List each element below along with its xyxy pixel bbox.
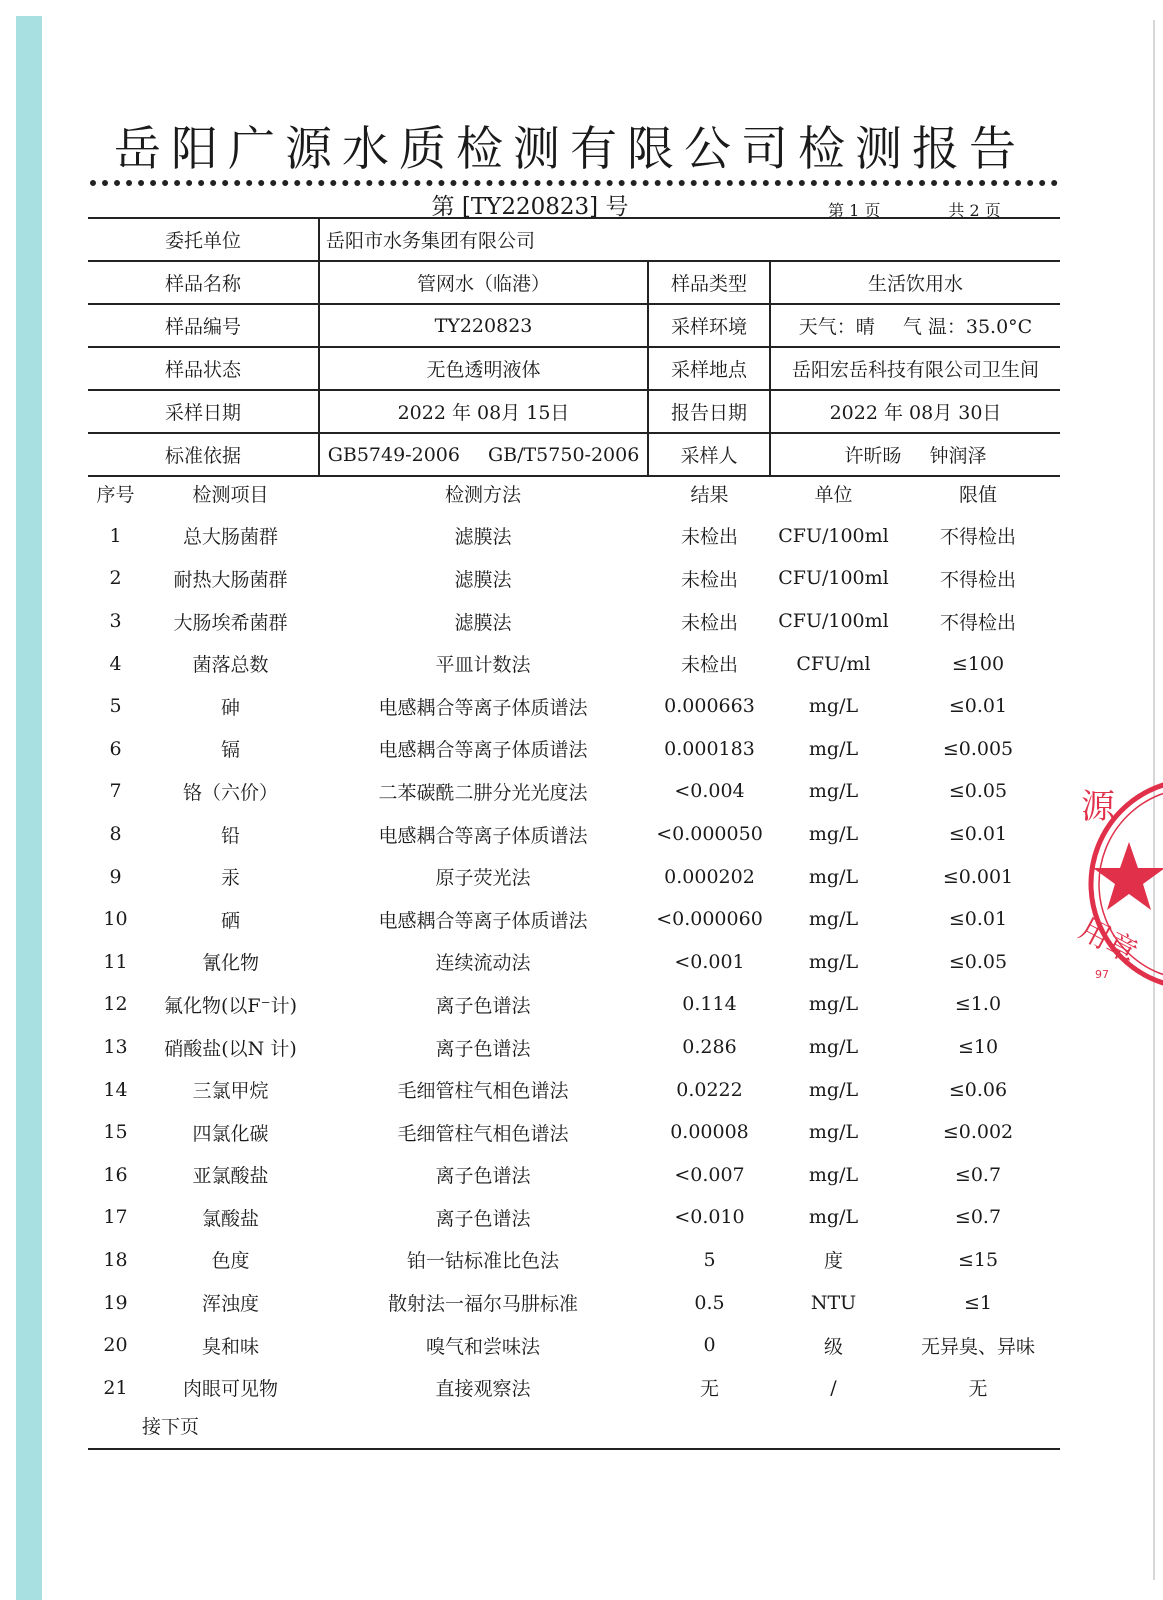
row-unit: mg/L xyxy=(808,1206,859,1229)
standard-value-1: GB5749-2006 xyxy=(327,443,460,466)
row-method: 直接观察法 xyxy=(435,1378,531,1401)
row-index: 5 xyxy=(109,695,122,718)
page-current: 第 1 页 xyxy=(828,201,881,220)
row-index: 18 xyxy=(103,1248,128,1271)
row-result: 未检出 xyxy=(680,611,738,634)
row-limit: ≤10 xyxy=(957,1036,999,1059)
env-value xyxy=(770,304,1060,347)
row-limit: 不得检出 xyxy=(939,611,1016,634)
row-limit: ≤0.002 xyxy=(942,1121,1014,1144)
row-unit: CFU/ml xyxy=(796,652,871,675)
table-row xyxy=(88,642,1060,685)
row-limit: 不得检出 xyxy=(939,526,1016,549)
page-left-margin xyxy=(0,0,16,1600)
row-index: 6 xyxy=(109,737,122,760)
scan-edge-stripe xyxy=(16,16,42,1600)
row-index: 1 xyxy=(109,524,122,547)
row-unit: mg/L xyxy=(808,823,859,846)
table-row xyxy=(88,728,1060,771)
info-row-sample-state xyxy=(88,347,1060,390)
col-header: 限值 xyxy=(958,483,997,506)
row-result: 0.00008 xyxy=(670,1121,749,1144)
row-method: 滤膜法 xyxy=(454,568,512,591)
continued-note: 接下页 xyxy=(142,1416,200,1438)
info-row-sample-name xyxy=(88,261,1060,304)
sample-state-label: 样品状态 xyxy=(88,347,319,390)
seal-text: 源 xyxy=(1081,787,1115,827)
row-item: 臭和味 xyxy=(201,1335,259,1358)
sampler-value xyxy=(770,433,1060,476)
row-item: 铅 xyxy=(220,824,240,847)
table-row xyxy=(88,1281,1060,1324)
row-limit: ≤0.05 xyxy=(948,780,1008,803)
row-index: 12 xyxy=(103,993,128,1016)
row-index: 2 xyxy=(109,567,122,590)
table-row xyxy=(88,898,1060,941)
row-index: 3 xyxy=(109,610,122,633)
row-limit: ≤0.001 xyxy=(942,865,1014,888)
row-method: 原子荧光法 xyxy=(435,867,531,890)
env-temp: 气 温：35.0°C xyxy=(902,316,1033,338)
row-method: 离子色谱法 xyxy=(435,1165,531,1188)
info-row-client xyxy=(88,218,1060,261)
row-limit: 无异臭、异味 xyxy=(920,1335,1035,1358)
results-header-row xyxy=(88,472,1060,515)
row-limit: 不得检出 xyxy=(939,568,1016,591)
row-item: 氯酸盐 xyxy=(201,1207,259,1230)
row-unit: / xyxy=(830,1376,837,1399)
row-limit: ≤0.7 xyxy=(954,1206,1002,1229)
row-item: 大肠埃希菌群 xyxy=(173,611,288,634)
row-method: 连续流动法 xyxy=(435,952,531,975)
row-result: 未检出 xyxy=(680,526,738,549)
col-header: 检测项目 xyxy=(192,483,269,506)
row-method: 毛细管柱气相色谱法 xyxy=(397,1080,569,1103)
row-unit: mg/L xyxy=(808,908,859,931)
sample-no-value: TY220823 xyxy=(319,304,648,347)
env-label: 采样环境 xyxy=(648,304,770,347)
row-result: <0.010 xyxy=(674,1206,745,1229)
row-result: 0.000202 xyxy=(664,865,755,888)
row-limit: ≤0.01 xyxy=(948,695,1008,718)
row-item: 浑浊度 xyxy=(201,1293,259,1316)
row-result: 无 xyxy=(699,1378,719,1401)
row-result: <0.000060 xyxy=(656,908,763,931)
table-row xyxy=(88,1154,1060,1197)
table-row xyxy=(88,855,1060,898)
row-limit: ≤15 xyxy=(957,1248,999,1271)
table-row xyxy=(88,1196,1060,1239)
row-item: 氰化物 xyxy=(201,952,259,975)
test-results-table xyxy=(88,472,1060,1409)
row-method: 离子色谱法 xyxy=(435,1207,531,1230)
row-unit: NTU xyxy=(810,1291,857,1314)
sample-state-value: 无色透明液体 xyxy=(319,347,648,390)
row-index: 19 xyxy=(103,1291,128,1314)
row-limit: ≤1 xyxy=(963,1291,992,1314)
sample-name-label: 样品名称 xyxy=(88,261,319,304)
official-seal-stamp xyxy=(1073,772,1163,996)
row-index: 8 xyxy=(109,823,122,846)
table-row xyxy=(88,770,1060,813)
row-limit: ≤0.01 xyxy=(948,908,1008,931)
row-result: 未检出 xyxy=(680,568,738,591)
table-row xyxy=(88,1026,1060,1069)
row-index: 15 xyxy=(103,1121,128,1144)
row-limit: ≤0.01 xyxy=(948,823,1008,846)
row-item: 总大肠菌群 xyxy=(182,526,278,549)
row-result: <0.000050 xyxy=(656,823,763,846)
location-value: 岳阳宏岳科技有限公司卫生间 xyxy=(770,347,1060,390)
row-item: 氟化物(以F⁻计) xyxy=(163,994,298,1017)
row-method: 电感耦合等离子体质谱法 xyxy=(378,739,588,762)
row-result: 0.114 xyxy=(682,993,737,1016)
info-row-sample-no xyxy=(88,304,1060,347)
row-method: 散射法一福尔马肼标准 xyxy=(387,1293,578,1316)
sample-no-label: 样品编号 xyxy=(88,304,319,347)
title-divider xyxy=(90,180,1058,186)
row-result: <0.001 xyxy=(674,950,745,973)
seal-text: 97 xyxy=(1095,968,1109,981)
row-unit: mg/L xyxy=(808,865,859,888)
row-item: 三氯甲烷 xyxy=(192,1080,269,1103)
row-index: 9 xyxy=(109,865,122,888)
report-date-label: 报告日期 xyxy=(648,390,770,433)
row-item: 砷 xyxy=(220,696,240,719)
row-unit: 度 xyxy=(823,1250,843,1273)
table-row xyxy=(88,1324,1060,1367)
row-result: 0.000183 xyxy=(664,737,755,760)
row-index: 7 xyxy=(109,780,122,803)
sample-type-value: 生活饮用水 xyxy=(770,261,1060,304)
row-item: 亚氯酸盐 xyxy=(192,1165,269,1188)
seal-text: 用章 xyxy=(1073,911,1143,971)
sample-name-value: 管网水（临港） xyxy=(319,261,648,304)
row-item: 汞 xyxy=(220,867,240,890)
client-label: 委托单位 xyxy=(88,218,319,261)
row-method: 离子色谱法 xyxy=(435,994,531,1017)
col-header: 结果 xyxy=(690,483,729,506)
row-result: 0.286 xyxy=(682,1036,737,1059)
row-unit: mg/L xyxy=(808,780,859,803)
standard-label: 标准依据 xyxy=(88,433,319,476)
row-item: 耐热大肠菌群 xyxy=(173,568,288,591)
info-row-standard xyxy=(88,433,1060,476)
row-result: <0.007 xyxy=(674,1163,745,1186)
results-body xyxy=(88,515,1060,1409)
bottom-divider xyxy=(88,1448,1060,1450)
sampler-label: 采样人 xyxy=(648,433,770,476)
row-unit: CFU/100ml xyxy=(778,567,889,590)
row-result: 0 xyxy=(703,1334,716,1357)
row-unit: CFU/100ml xyxy=(778,610,889,633)
row-limit: ≤0.7 xyxy=(954,1163,1002,1186)
row-method: 离子色谱法 xyxy=(435,1037,531,1060)
table-row xyxy=(88,1366,1060,1409)
report-number: 第 [TY220823] 号 xyxy=(431,194,629,220)
report-title: 岳阳广源水质检测有限公司检测报告 xyxy=(114,122,1026,177)
sampling-date-value: 2022 年 08月 15日 xyxy=(319,390,648,433)
col-header: 单位 xyxy=(814,483,853,506)
table-row xyxy=(88,813,1060,856)
row-method: 平皿计数法 xyxy=(435,654,531,677)
col-header: 检测方法 xyxy=(444,483,521,506)
row-index: 4 xyxy=(109,652,122,675)
row-index: 21 xyxy=(103,1376,128,1399)
row-limit: 无 xyxy=(968,1378,988,1401)
row-method: 滤膜法 xyxy=(454,611,512,634)
row-method: 电感耦合等离子体质谱法 xyxy=(378,696,588,719)
row-item: 镉 xyxy=(220,739,240,762)
client-value: 岳阳市水务集团有限公司 xyxy=(319,218,1060,261)
row-limit: ≤1.0 xyxy=(954,993,1002,1016)
row-unit: mg/L xyxy=(808,1163,859,1186)
row-unit: 级 xyxy=(823,1335,843,1358)
row-item: 肉眼可见物 xyxy=(182,1378,278,1401)
env-weather: 天气：晴 xyxy=(798,316,875,338)
row-index: 17 xyxy=(103,1206,128,1229)
row-unit: mg/L xyxy=(808,993,859,1016)
row-unit: mg/L xyxy=(808,1036,859,1059)
sampling-date-label: 采样日期 xyxy=(88,390,319,433)
row-result: 0.0222 xyxy=(676,1078,743,1101)
row-result: <0.004 xyxy=(674,780,745,803)
row-unit: mg/L xyxy=(808,1078,859,1101)
sample-info-table xyxy=(88,217,1060,477)
table-row xyxy=(88,685,1060,728)
row-method: 铂一钴标准比色法 xyxy=(406,1250,559,1273)
seal-star xyxy=(1093,842,1163,910)
row-method: 滤膜法 xyxy=(454,526,512,549)
row-method: 电感耦合等离子体质谱法 xyxy=(378,909,588,932)
row-limit: ≤0.05 xyxy=(948,950,1008,973)
info-row-dates xyxy=(88,390,1060,433)
table-row xyxy=(88,941,1060,984)
row-method: 电感耦合等离子体质谱法 xyxy=(378,824,588,847)
row-unit: mg/L xyxy=(808,1121,859,1144)
row-limit: ≤100 xyxy=(951,652,1005,675)
row-item: 硒 xyxy=(220,909,240,932)
row-item: 菌落总数 xyxy=(192,654,269,677)
row-result: 未检出 xyxy=(680,654,738,677)
page-total: 共 2 页 xyxy=(948,201,1001,220)
location-label: 采样地点 xyxy=(648,347,770,390)
row-index: 10 xyxy=(103,908,128,931)
table-row xyxy=(88,1111,1060,1154)
row-method: 毛细管柱气相色谱法 xyxy=(397,1122,569,1145)
sampler-1: 许昕旸 xyxy=(844,445,902,467)
row-result: 0.5 xyxy=(694,1291,725,1314)
report-date-value: 2022 年 08月 30日 xyxy=(770,390,1060,433)
table-row xyxy=(88,1239,1060,1282)
row-method: 二苯碳酰二肼分光光度法 xyxy=(378,781,588,804)
row-result: 5 xyxy=(703,1248,716,1271)
sampler-2: 钟润泽 xyxy=(929,445,987,467)
table-row xyxy=(88,1068,1060,1111)
row-unit: mg/L xyxy=(808,950,859,973)
col-header: 序号 xyxy=(96,483,135,506)
row-limit: ≤0.005 xyxy=(942,737,1014,760)
table-row xyxy=(88,515,1060,558)
standard-value xyxy=(319,433,648,476)
table-row xyxy=(88,600,1060,643)
row-limit: ≤0.06 xyxy=(948,1078,1008,1101)
sample-type-label: 样品类型 xyxy=(648,261,770,304)
row-index: 14 xyxy=(103,1078,128,1101)
row-index: 20 xyxy=(103,1334,128,1357)
row-item: 铬（六价） xyxy=(182,781,278,804)
row-result: 0.000663 xyxy=(664,695,755,718)
row-unit: mg/L xyxy=(808,737,859,760)
standard-value-2: GB/T5750-2006 xyxy=(487,443,640,466)
table-row xyxy=(88,983,1060,1026)
row-item: 四氯化碳 xyxy=(192,1122,269,1145)
row-index: 16 xyxy=(103,1163,128,1186)
row-index: 11 xyxy=(103,950,128,973)
row-index: 13 xyxy=(103,1036,128,1059)
row-method: 嗅气和尝味法 xyxy=(425,1335,540,1358)
row-unit: mg/L xyxy=(808,695,859,718)
row-unit: CFU/100ml xyxy=(778,524,889,547)
table-row xyxy=(88,557,1060,600)
row-item: 色度 xyxy=(211,1250,250,1273)
row-item: 硝酸盐(以N 计) xyxy=(164,1037,297,1060)
